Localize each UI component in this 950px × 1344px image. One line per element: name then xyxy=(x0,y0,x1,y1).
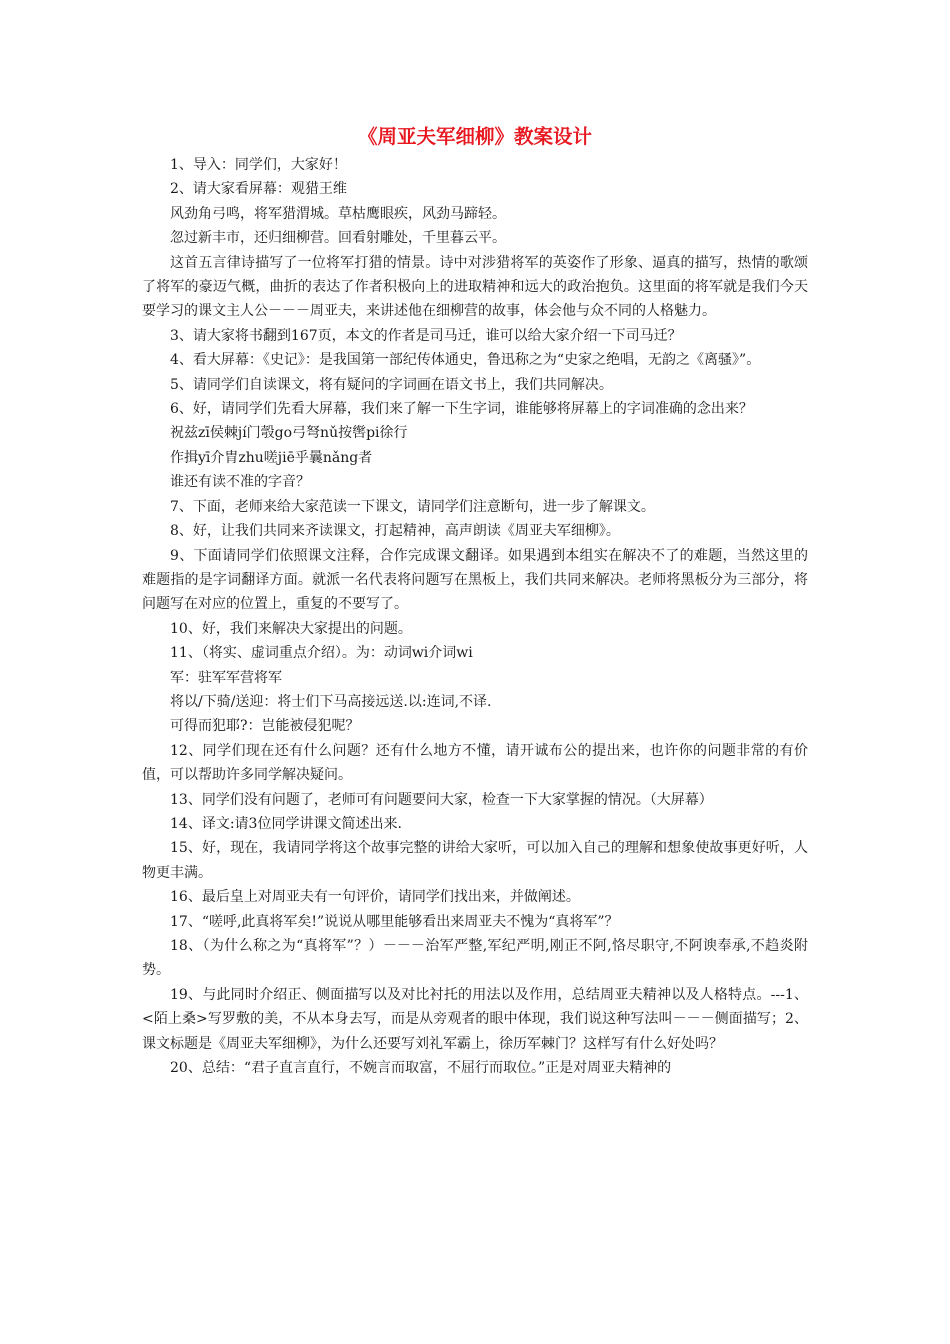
paragraph-3: 3、请大家将书翻到167页，本文的作者是司马迁，谁可以给大家介绍一下司马迁？ xyxy=(170,327,682,344)
paragraph-20: 20、总结：“君子直言直行，不婉言而取富，不屈行而取位。”正是对周亚夫精神的 xyxy=(170,1060,672,1077)
paragraph-17: 17、“嗟呼,此真将军矣!”说说从哪里能够看出来周亚夫不愧为“真将军”？ xyxy=(170,913,619,930)
paragraph-5: 5、请同学们自读课文，将有疑问的字词画在语文书上，我们共同解决。 xyxy=(170,376,613,393)
vocab-line-2: 作揖yī介胄zhu嗟jiē乎曩nǎng者 xyxy=(170,449,373,466)
paragraph-13: 13、同学们没有问题了，老师可有问题要问大家，检查一下大家掌握的情况。（大屏幕） xyxy=(170,791,713,808)
paragraph-16: 16、最后皇上对周亚夫有一句评价，请同学们找出来，并做阐述。 xyxy=(170,889,580,906)
paragraph-6: 6、好，请同学们先看大屏幕，我们来了解一下生字词，谁能够将屏幕上的字词准确的念出来？ xyxy=(170,401,753,418)
poem-line-2: 忽过新丰市，还归细柳营。回看射雕处，千里暮云平。 xyxy=(170,230,506,247)
word-note-3: 可得而犯耶?：岂能被侵犯呢？ xyxy=(170,718,360,735)
paragraph-8: 8、好，让我们共同来齐读课文，打起精神，高声朗读《周亚夫军细柳》。 xyxy=(170,523,620,540)
paragraph-4: 4、看大屏幕：《史记》：是我国第一部纪传体通史，鲁迅称之为“史家之绝唱，无韵之《离骚》”。 xyxy=(170,352,761,369)
paragraph-12: 12、同学们现在还有什么问题？还有什么地方不懂，请开诚布公的提出来，也许你的问题非常的有价值，可以帮助许多同学解决疑问。 xyxy=(142,742,808,784)
paragraph-15: 15、好，现在，我请同学将这个故事完整的讲给大家听，可以加入自己的理解和想象使故事更好听，人物更丰满。 xyxy=(142,840,808,881)
poem-line-1: 风劲角弓鸣，将军猎渭城。草枯鹰眼疾，风劲马蹄轻。 xyxy=(170,205,506,222)
document-body xyxy=(142,153,808,1080)
paragraph-2: 2、请大家看屏幕：观猎王维 xyxy=(170,181,347,198)
paragraph-7: 7、下面，老师来给大家范读一下课文，请同学们注意断句，进一步了解课文。 xyxy=(170,498,655,515)
paragraph-14: 14、译文:请3位同学讲课文简述出来. xyxy=(170,815,402,832)
paragraph-19: 19、与此同时介绍正、侧面描写以及对比衬托的用法以及作用，总结周亚夫精神以及人格特点。---1、<陌上桑>写罗敷的美，不从本身去写，而是从旁观者的眼中体现，我们说这种写法叫－－－侧面描写；2、课文标题是《周亚夫军细柳》，为什么还要写刘礼军霸上，徐历军棘门？这样写有什么好处吗？ xyxy=(142,986,808,1052)
word-note-1: 军：驻军军营将军 xyxy=(170,669,282,686)
vocab-line-1: 祝兹zī侯棘jí门彀go弓弩nǔ按辔pi徐行 xyxy=(170,425,408,442)
paragraph-1: 1、导入：同学们，大家好！ xyxy=(170,157,347,173)
poem-commentary: 这首五言律诗描写了一位将军打猎的情景。诗中对涉猎将军的英姿作了形象、逼真的描写，热情的歌颂了将军的豪迈气概，曲折的表达了作者积极向上的进取精神和远大的政治抱负。这里面的将军就是我们今天要学习的课文主人公－－－周亚夫，来讲述他在细柳营的故事，体会他与众不同的人格魅力。 xyxy=(142,254,808,320)
vocab-question: 谁还有读不准的字音？ xyxy=(170,474,310,491)
paragraph-11: 11、（将实、虚词重点介绍）。为：动词wi介词wi xyxy=(170,645,473,662)
document-title: 《周亚夫军细柳》教案设计 xyxy=(357,125,592,148)
paragraph-10: 10、好，我们来解决大家提出的问题。 xyxy=(170,620,412,637)
document-page xyxy=(142,121,808,1080)
paragraph-18: 18、（为什么称之为“真将军”？）－－－治军严整,军纪严明,刚正不阿,恪尽职守,不阿谀奉承,不趋炎附势。 xyxy=(142,938,808,979)
word-note-2: 将以/下骑/送迎：将士们下马高接远送.以:连词,不译. xyxy=(170,693,492,710)
paragraph-9: 9、下面请同学们依照课文注释，合作完成课文翻译。如果遇到本组实在解决不了的难题，当然这里的难题指的是字词翻译方面。就派一名代表将问题写在黑板上，我们共同来解决。老师将黑板分为三部分，将问题写在对应的位置上，重复的不要写了。 xyxy=(142,547,808,613)
